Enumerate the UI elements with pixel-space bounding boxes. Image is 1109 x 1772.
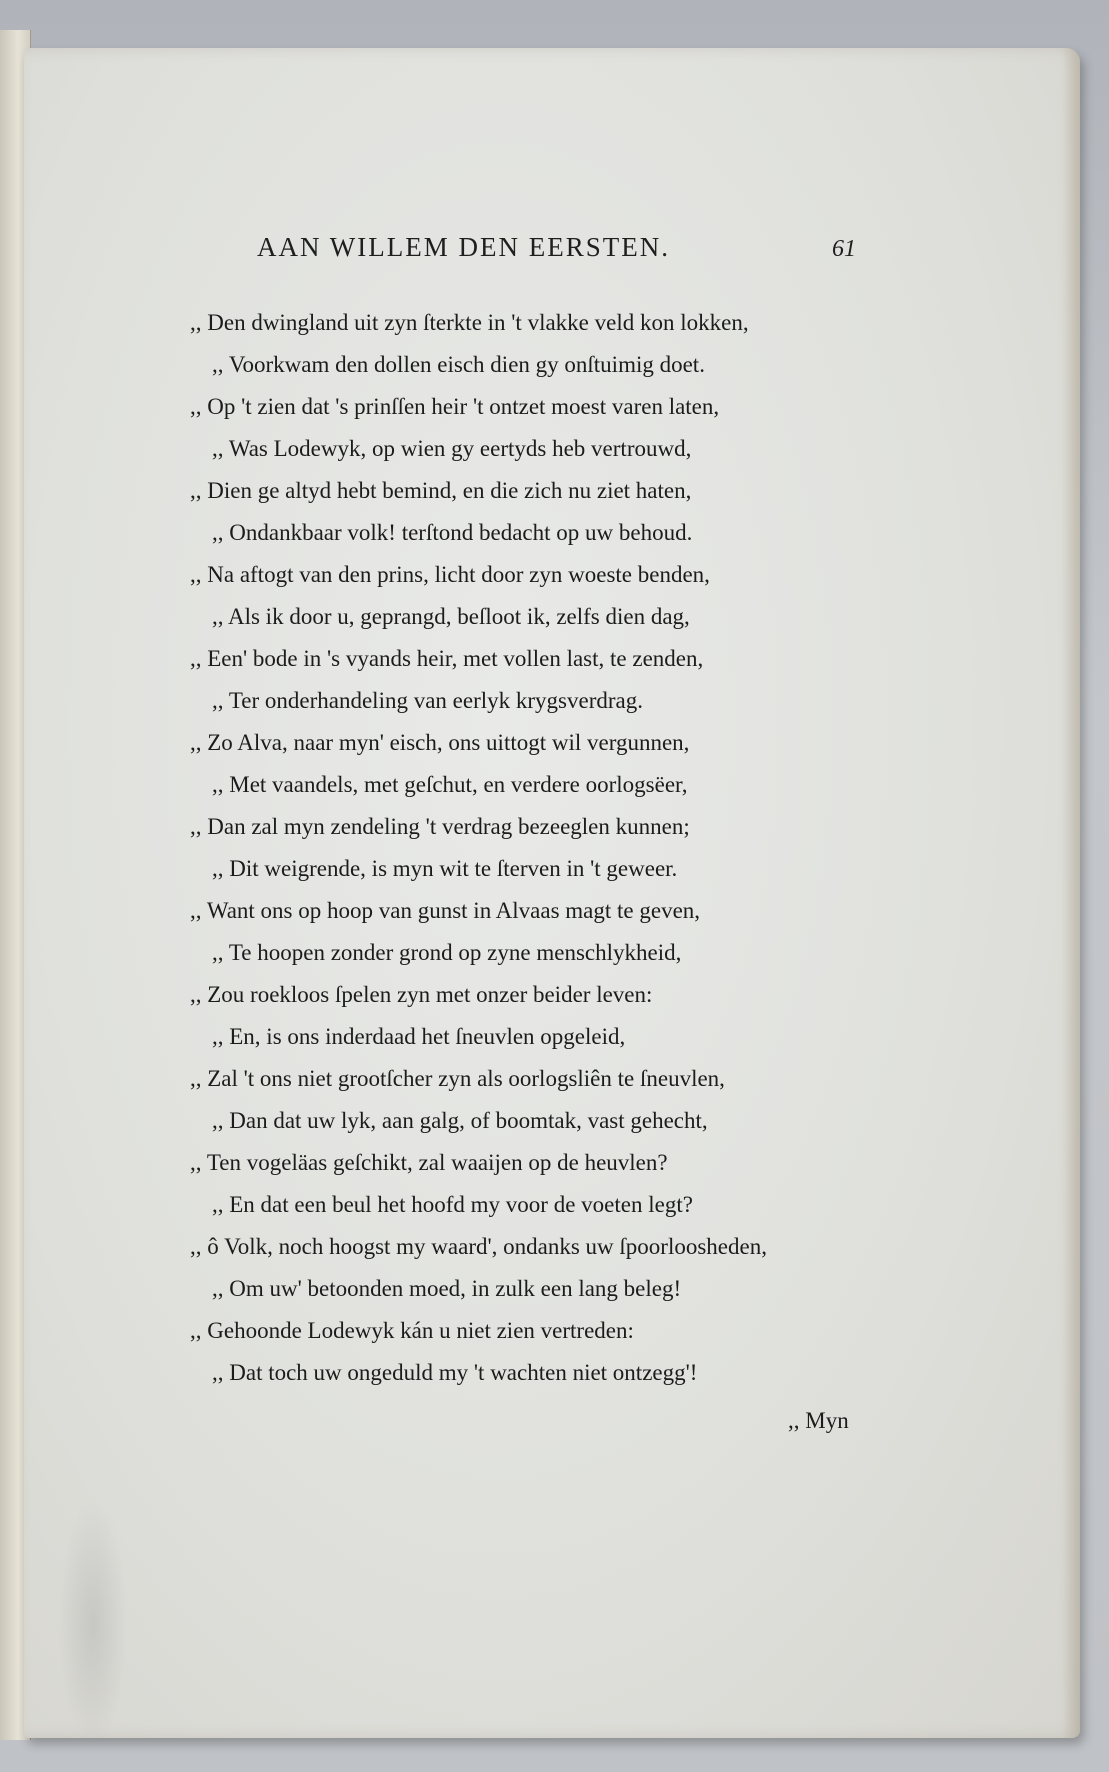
verse-line: ,, Den dwingland uit zyn ſterkte in 't vlakke veld kon lokken, bbox=[190, 310, 749, 335]
verse-line: ,, Een' bode in 's vyands heir, met vollen last, te zenden, bbox=[190, 646, 704, 671]
verse-line: ,, Zal 't ons niet grootſcher zyn als oorlogsliên te ſneuvlen, bbox=[190, 1066, 725, 1091]
verse-line: ,, Dien ge altyd hebt bemind, en die zich nu ziet haten, bbox=[190, 478, 692, 503]
page-number: 61 bbox=[832, 236, 856, 262]
verse-line: ,, Want ons op hoop van gunst in Alvaas magt te geven, bbox=[190, 898, 701, 923]
verse-line: ,, Dan zal myn zendeling 't verdrag bezeeglen kunnen; bbox=[190, 814, 690, 839]
verse-line: ,, Dit weigrende, is myn wit te ſterven in 't geweer. bbox=[212, 856, 678, 881]
verse-line: ,, Om uw' betoonden moed, in zulk een lang beleg! bbox=[212, 1276, 682, 1301]
verse-line: ,, Ten vogeläas geſchikt, zal waaijen op de heuvlen? bbox=[190, 1150, 668, 1175]
verse-line: ,, Zo Alva, naar myn' eisch, ons uittogt wil vergunnen, bbox=[190, 730, 690, 755]
catchword: ,, Myn bbox=[788, 1408, 849, 1433]
verse-line: ,, Voorkwam den dollen eisch dien gy onſtuimig doet. bbox=[212, 352, 705, 377]
verse-line: ,, En dat een beul het hoofd my voor de voeten legt? bbox=[212, 1192, 693, 1217]
foxing-stain bbox=[58, 1498, 128, 1748]
verse-block bbox=[190, 302, 890, 1394]
verse-line: ,, Ondankbaar volk! terſtond bedacht op uw behoud. bbox=[212, 520, 693, 545]
verse-line: ,, Als ik door u, geprangd, beſloot ik, zelfs dien dag, bbox=[212, 604, 690, 629]
verse-line: ,, Was Lodewyk, op wien gy eertyds heb vertrouwd, bbox=[212, 436, 692, 461]
verse-line: ,, Dat toch uw ongeduld my 't wachten niet ontzegg'! bbox=[212, 1360, 698, 1385]
verse-line: ,, Zou roekloos ſpelen zyn met onzer beider leven: bbox=[190, 982, 653, 1007]
verse-line: ,, Dan dat uw lyk, aan galg, of boomtak, vast gehecht, bbox=[212, 1108, 708, 1133]
verse-line: ,, Gehoonde Lodewyk kán u niet zien vertreden: bbox=[190, 1318, 634, 1343]
verse-line: ,, Op 't zien dat 's prinſſen heir 't ontzet moest varen laten, bbox=[190, 394, 720, 419]
running-head-title: AAN WILLEM DEN EERSTEN. bbox=[257, 232, 670, 262]
verse-line: ,, ô Volk, noch hoogst my waard', ondanks uw ſpoorloosheden, bbox=[190, 1234, 767, 1259]
verse-line: ,, Te hoopen zonder grond op zyne menschlykheid, bbox=[212, 940, 682, 965]
verse-line: ,, Ter onderhandeling van eerlyk krygsverdrag. bbox=[212, 688, 643, 713]
verse-line: ,, Met vaandels, met geſchut, en verdere oorlogsëer, bbox=[212, 772, 688, 797]
verse-line: ,, En, is ons inderdaad het ſneuvlen opgeleid, bbox=[212, 1024, 626, 1049]
verse-line: ,, Na aftogt van den prins, licht door zyn woeste benden, bbox=[190, 562, 710, 587]
